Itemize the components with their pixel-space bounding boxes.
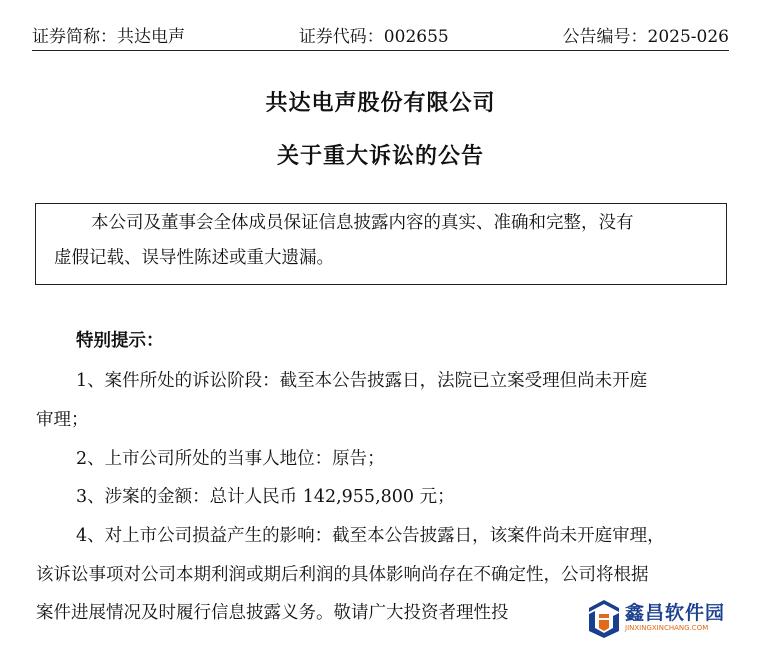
statement-line-2: 虚假记载、误导性陈述或重大遗漏。 [54,248,334,268]
document-header [32,22,729,51]
tip-4-line-3: 案件进展情况及时履行信息披露义务。敬请广大投资者理性投 [36,603,509,623]
tip-3: 3、涉案的金额：总计人民币 142,955,800 元； [76,487,455,507]
tip-1-line-2: 审理； [36,410,89,430]
special-tips-heading: 特别提示： [76,331,164,351]
statement-line-1: 本公司及董事会全体成员保证信息披露内容的真实、准确和完整，没有 [91,213,634,233]
stock-short-name: 证券简称：共达电声 [32,27,185,47]
company-title: 共达电声股份有限公司 [265,91,496,116]
watermark-logo-icon [585,598,623,638]
tip-1-line-1: 1、案件所处的诉讼阶段：截至本公告披露日，法院已立案受理但尚未开庭 [76,371,648,391]
notice-number: 公告编号：2025-026 [562,27,729,47]
tip-2: 2、上市公司所处的当事人地位：原告； [76,449,385,469]
watermark-title: 鑫昌软件园 [625,602,726,624]
watermark-url: JINXINGXINCHANG.COM [625,624,709,632]
tip-4-line-1: 4、对上市公司损益产生的影响：截至本公告披露日，该案件尚未开庭审理， [76,526,665,546]
site-watermark [585,596,735,640]
notice-title: 关于重大诉讼的公告 [276,144,484,169]
stock-code: 证券代码：002655 [298,27,449,47]
tip-4-line-2: 该诉讼事项对公司本期利润或期后利润的具体影响尚存在不确定性，公司将根据 [36,565,649,585]
